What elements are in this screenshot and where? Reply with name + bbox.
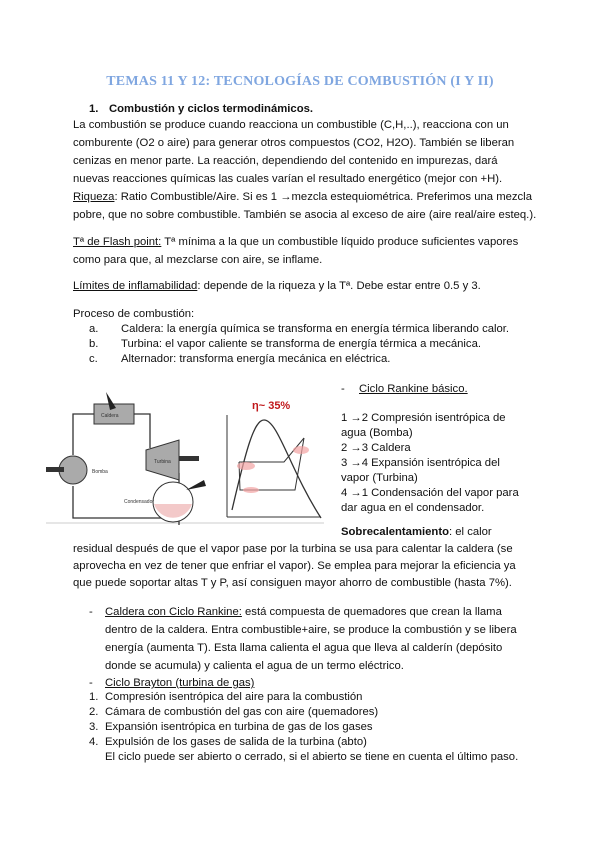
section-heading (89, 103, 313, 115)
list-marker: c. (89, 353, 98, 365)
flash-point-paragraph (73, 235, 518, 268)
intro-paragraph (73, 118, 514, 187)
text: Tª mínima a la que un combustible líquido produce suficientes vapores (161, 236, 519, 248)
riqueza-paragraph (73, 190, 536, 223)
section-title: Combustión y ciclos termodinámicos. (109, 103, 314, 115)
efficiency-label: η~ 35% (252, 400, 291, 412)
list-marker: 1. (89, 691, 99, 703)
sobrecalentamiento-first-line (341, 525, 492, 540)
proceso-list (73, 307, 509, 367)
list-marker: 3. (89, 721, 99, 733)
text: está compuesta de quemadores que crean la llama (241, 606, 502, 618)
text-line: donde se acumula) y calienta el agua de un termo eléctrico. (105, 660, 404, 672)
list-item: Expansión isentrópica en turbina de gas de los gases (105, 721, 373, 733)
text: : depende de la riqueza y la Tª. Debe estar entre 0.5 y 3. (197, 280, 481, 292)
text-line: dentro de la caldera. Entra combustible+aire, se produce la combustión y se libera (105, 624, 517, 636)
text-line: comburente (O2 o aire) para generar otros compuestos (CO2, H2O). También se liberan (73, 137, 515, 149)
text-line: dar agua en el condensador. (341, 502, 485, 514)
brayton-heading (89, 676, 254, 691)
bullet: - (341, 383, 345, 395)
text-line: nuevas reacciones químicas las cuales varían el resultado energético (mejor con +H). (73, 173, 503, 185)
limites-paragraph (73, 279, 481, 294)
section-heading: Ciclo Brayton (turbina de gas) (105, 677, 255, 689)
text: : Ratio Combustible/Aire. Si es 1 →mezcla estequiométrica. Preferimos una mezcla (114, 191, 532, 203)
list-item: Expulsión de los gases de salida de la turbina (abto) (105, 736, 367, 748)
text-line: 1 →2 Compresión isentrópica de (341, 412, 506, 424)
text-line: 2 →3 Caldera (341, 442, 411, 454)
text-line: que puede soportar altas T y P, así consiguen mayor ahorro de combustible (hasta 7%). (73, 577, 512, 589)
rankine-steps (341, 411, 519, 516)
caldera-section (89, 605, 517, 674)
brayton-note: El ciclo puede ser abierto o cerrado, si el abierto se tiene en cuenta el último paso. (105, 751, 519, 763)
list-marker: a. (89, 323, 99, 335)
bomba-label: Bomba (92, 469, 108, 475)
sobrecalentamiento-paragraph (73, 542, 516, 591)
text: : el calor (448, 526, 492, 538)
text-line: 4 →1 Condensación del vapor para (341, 487, 519, 499)
text-line: 3 →4 Expansión isentrópica del (341, 457, 500, 469)
text-line: vapor (Turbina) (341, 472, 418, 484)
list-item: Cámara de combustión del gas con aire (quemadores) (105, 706, 379, 718)
list-marker: 4. (89, 736, 99, 748)
text-line: residual después de que el vapor pase por la turbina se usa para calentar la caldera (se (73, 543, 513, 555)
brayton-list (89, 690, 518, 765)
turbina-label: Turbina (154, 459, 171, 465)
section-number: 1. (89, 103, 99, 115)
text-line: energía (aumenta T). Esta llama calienta el agua que lleva al calderín (depósito (105, 642, 503, 654)
text-line: La combustión se produce cuando reacciona un combustible (C,H,..), reacciona con un (73, 119, 509, 131)
list-item: Turbina: el vapor caliente se transforma de energía térmica a mecánica. (121, 338, 482, 350)
term: Tª de Flash point: (73, 236, 162, 248)
term: Sobrecalentamiento (341, 526, 449, 538)
document-title: TEMAS 11 Y 12: TECNOLOGÍAS DE COMBUSTIÓN (I Y II) (106, 74, 494, 89)
list-marker: b. (89, 338, 99, 350)
list-item: Caldera: la energía química se transforma en energía térmica liberando calor. (121, 323, 510, 335)
list-item: Alternador: transforma energía mecánica en eléctrica. (121, 353, 391, 365)
section-heading: Ciclo Rankine básico. (359, 383, 468, 395)
term: Límites de inflamabilidad (73, 280, 198, 292)
term: Riqueza (73, 191, 115, 203)
text-line: cenizas en menor parte. La reacción, dependiendo del contenido en impurezas, dará (73, 155, 498, 167)
list-marker: 2. (89, 706, 99, 718)
text-line: agua (Bomba) (341, 427, 413, 439)
caldera-label: Caldera (101, 413, 119, 419)
bullet: - (89, 606, 93, 618)
rankine-cycle-figure (46, 390, 324, 525)
list-heading: Proceso de combustión: (73, 308, 195, 320)
condensador-label: Condensador (124, 499, 155, 505)
rankine-section (341, 382, 468, 397)
term: Caldera con Ciclo Rankine: (105, 606, 242, 618)
list-item: Compresión isentrópica del aire para la combustión (105, 691, 363, 703)
bullet: - (89, 677, 93, 689)
text-line: aprovecha en vez de tener que enfriar el vapor). Se emplea para mejorar la eficiencia ya (73, 560, 516, 572)
text-line: como para que, al mezclarse con aire, se inflame. (73, 254, 323, 266)
text-line: pobre, que no sobre combustible. También se asocia al exceso de aire (aire real/aire esteq.). (73, 209, 537, 221)
